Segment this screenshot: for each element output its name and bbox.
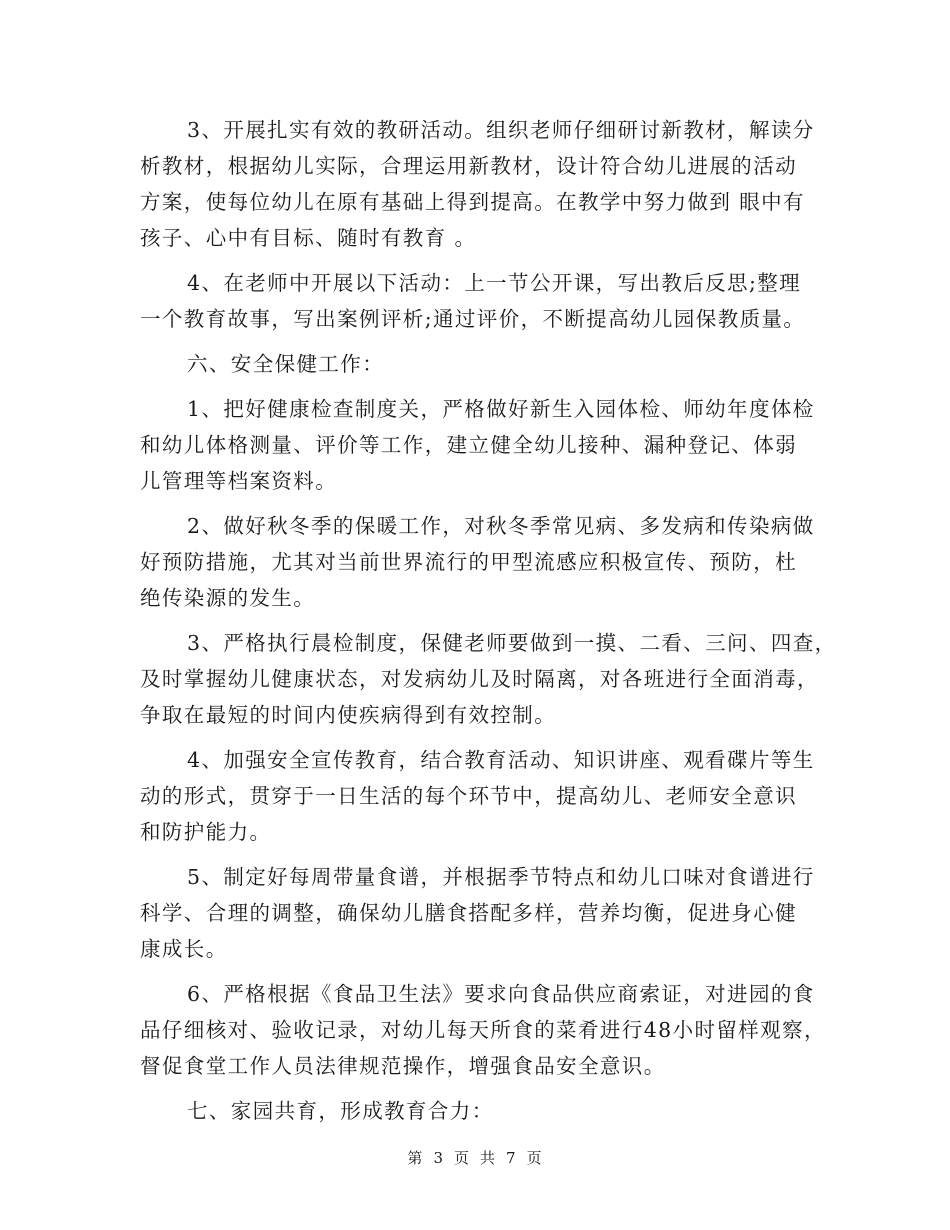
- text-line: 孩子、心中有目标、随时有教育 。: [140, 226, 477, 250]
- paragraph-item-4-activities: [140, 265, 815, 337]
- text-line: 及时掌握幼儿健康状态，对发病幼儿及时隔离，对各班进行全面消毒，: [140, 667, 819, 691]
- total-label: 共: [480, 1149, 497, 1167]
- paragraph-safety-4: [140, 742, 815, 850]
- text-line: 争取在最短的时间内使疾病得到有效控制。: [140, 703, 557, 727]
- text-line: 和防护能力。: [140, 820, 272, 844]
- page-number-footer: [0, 1148, 950, 1168]
- page-label-suffix: 页: [526, 1149, 543, 1167]
- text-line: 品仔细核对、验收记录，对幼儿每天所食的菜肴进行48小时留样观察，: [140, 1018, 826, 1042]
- paragraph-safety-1: [140, 391, 815, 499]
- text-line: 动的形式，贯穿于一日生活的每个环节中，提高幼儿、老师安全意识: [140, 784, 797, 808]
- text-line: 康成长。: [140, 937, 228, 961]
- page-label-mid: 页: [453, 1149, 470, 1167]
- section-heading-home-school: [140, 1093, 815, 1129]
- paragraph-safety-3: [140, 625, 837, 733]
- text-line: 科学、合理的调整，确保幼儿膳食搭配多样，营养均衡，促进身心健: [140, 901, 797, 925]
- text-line: 1、把好健康检查制度关，严格做好新生入园体检、师幼年度体检: [187, 397, 815, 421]
- section-heading-text: 七、家园共育，形成教育合力：: [187, 1099, 494, 1123]
- text-line: 和幼儿体格测量、评价等工作，建立健全幼儿接种、漏种登记、体弱: [140, 433, 797, 457]
- text-line: 2、做好秋冬季的保暖工作，对秋冬季常见病、多发病和传染病做: [187, 514, 815, 538]
- text-line: 儿管理等档案资料。: [140, 469, 338, 493]
- text-line: 绝传染源的发生。: [140, 586, 316, 610]
- text-line: 3、开展扎实有效的教研活动。组织老师仔细研讨新教材，解读分: [187, 118, 815, 142]
- paragraph-item-3-research: [140, 112, 815, 256]
- text-line: 5、制定好每周带量食谱，并根据季节特点和幼儿口味对食谱进行: [187, 865, 815, 889]
- text-line: 析教材，根据幼儿实际，合理运用新教材，设计符合幼儿进展的活动: [140, 154, 797, 178]
- text-line: 6、严格根据《食品卫生法》要求向食品供应商索证，对进园的食: [187, 982, 815, 1006]
- text-line: 好预防措施，尤其对当前世界流行的甲型流感应积极宣传、预防，杜: [140, 550, 797, 574]
- text-line: 一个教育故事，写出案例评析;通过评价，不断提高幼儿园保教质量。: [140, 307, 806, 331]
- text-line: 3、严格执行晨检制度，保健老师要做到一摸、二看、三问、四查，: [187, 631, 837, 655]
- paragraph-safety-6: [140, 976, 826, 1084]
- total-pages-number: 7: [506, 1149, 517, 1167]
- document-body: [140, 112, 837, 1138]
- text-line: 4、加强安全宣传教育，结合教育活动、知识讲座、观看碟片等生: [187, 748, 815, 772]
- text-line: 方案，使每位幼儿在原有基础上得到提高。在教学中努力做到 眼中有: [140, 190, 805, 214]
- page-label-prefix: 第: [407, 1149, 424, 1167]
- paragraph-safety-2: [140, 508, 815, 616]
- section-heading-text: 六、安全保健工作：: [187, 352, 385, 376]
- section-heading-safety-health: [140, 346, 815, 382]
- paragraph-safety-5: [140, 859, 815, 967]
- current-page-number: 3: [433, 1149, 444, 1167]
- text-line: 督促食堂工作人员法律规范操作，增强食品安全意识。: [140, 1054, 666, 1078]
- text-line: 4、在老师中开展以下活动：上一节公开课，写出教后反思;整理: [187, 271, 802, 295]
